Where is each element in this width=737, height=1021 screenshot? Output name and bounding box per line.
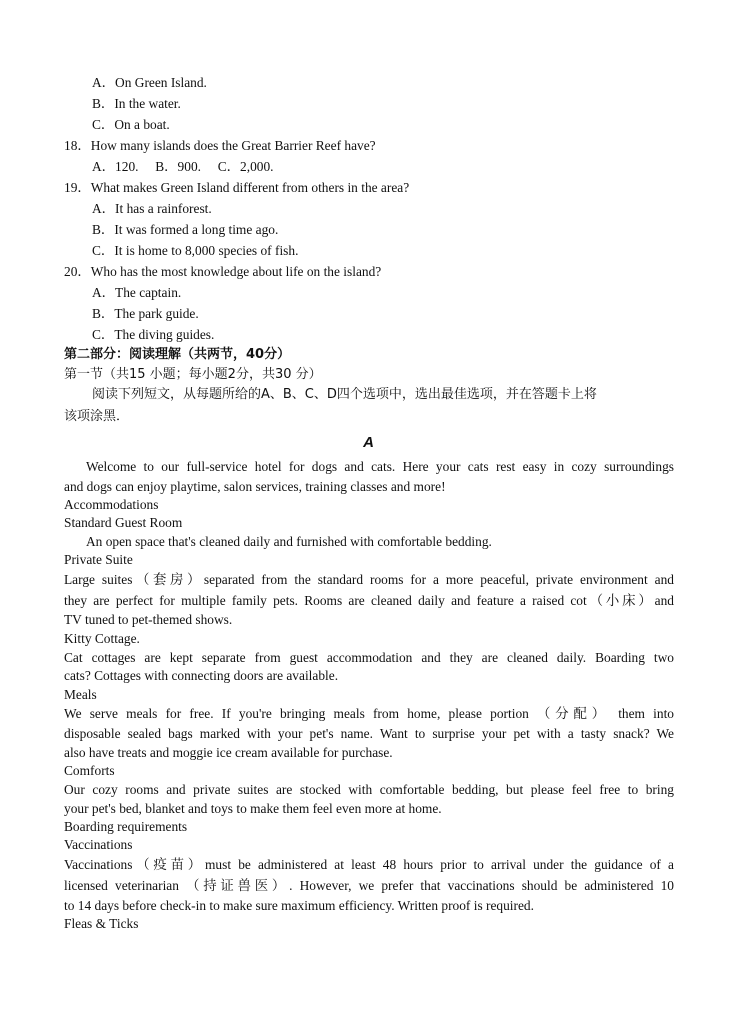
- heading-vaccinations: Vaccinations: [64, 837, 133, 852]
- q17-option-b: B．In the water.: [92, 96, 181, 111]
- passage-intro-line-1: Welcome to our full-service hotel for dogs and cats. Here your cats rest easy in cozy surroundings: [86, 459, 674, 474]
- vaccinations-line-3: to 14 days before check-in to make sure maximum efficiency. Written proof is required.: [64, 898, 534, 913]
- heading-meals: Meals: [64, 687, 97, 702]
- instruction-line-2: 该项涂黑．: [64, 409, 130, 424]
- q17-option-c: C．On a boat.: [92, 117, 170, 132]
- vaccinations-line-1: Vaccinations（疫苗）must be administered at least 48 hours prior to arrival under the guidance of a: [64, 857, 674, 872]
- kitty-cottage-line-2: cats? Cottages with connecting doors are available.: [64, 668, 339, 683]
- passage-letter-heading: A: [363, 434, 374, 451]
- kitty-cottage-line-1: Cat cottages are kept separate from guest accommodation and they are cleaned daily. Boarding two: [64, 650, 674, 665]
- q19-option-b: B．It was formed a long time ago.: [92, 222, 279, 237]
- private-suite-line-1: Large suites（套房）separated from the standard rooms for a more peaceful, private environment and: [64, 572, 674, 587]
- meals-line-3: also have treats and moggie ice cream available for purchase.: [64, 745, 393, 760]
- q19-stem: 19．What makes Green Island different from others in the area?: [64, 180, 410, 195]
- q20-option-b: B．The park guide.: [92, 306, 199, 321]
- heading-comforts: Comforts: [64, 763, 115, 778]
- private-suite-line-2: they are perfect for multiple family pets. Rooms are cleaned daily and feature a raised cot（小床）and: [64, 593, 674, 608]
- q20-stem: 20．Who has the most knowledge about life on the island?: [64, 264, 382, 279]
- part-two-title: 第二部分：阅读理解（共两节，40分）: [64, 347, 291, 362]
- q18-stem: 18．How many islands does the Great Barrier Reef have?: [64, 138, 376, 153]
- heading-private-suite: Private Suite: [64, 552, 133, 567]
- heading-kitty-cottage: Kitty Cottage.: [64, 631, 140, 646]
- comforts-line-2: your pet's bed, blanket and toys to make them feel even more at home.: [64, 801, 442, 816]
- heading-boarding-requirements: Boarding requirements: [64, 819, 188, 834]
- q20-option-c: C．The diving guides.: [92, 327, 215, 342]
- q19-option-c: C．It is home to 8,000 species of fish.: [92, 243, 299, 258]
- q17-option-a: A．On Green Island.: [92, 75, 207, 90]
- meals-line-2: disposable sealed bags marked with your pet's name. Want to surprise your pet with a tasty snack? We: [64, 726, 674, 741]
- heading-standard-room: Standard Guest Room: [64, 515, 183, 530]
- comforts-line-1: Our cozy rooms and private suites are stocked with comfortable bedding, but please feel free to bring: [64, 782, 674, 797]
- q18-options: A．120. B．900. C．2,000.: [92, 159, 274, 174]
- private-suite-line-3: TV tuned to pet-themed shows.: [64, 612, 233, 627]
- vaccinations-line-2: licensed veterinarian （持证兽医）. However, we prefer that vaccinations should be administered 10: [64, 878, 674, 893]
- q19-option-a: A．It has a rainforest.: [92, 201, 212, 216]
- instruction-line-1: 阅读下列短文，从每题所给的A、B、C、D四个选项中，选出最佳选项，并在答题卡上将: [92, 387, 597, 402]
- heading-fleas-ticks: Fleas & Ticks: [64, 916, 139, 931]
- section-one-title: 第一节（共15 小题；每小题2分，共30 分）: [64, 367, 322, 382]
- standard-room-text: An open space that's cleaned daily and furnished with comfortable bedding.: [86, 534, 492, 549]
- heading-accommodations: Accommodations: [64, 497, 159, 512]
- q20-option-a: A．The captain.: [92, 285, 182, 300]
- meals-line-1: We serve meals for free. If you're bringing meals from home, please portion （分配） them into: [64, 706, 674, 721]
- passage-intro-line-2: and dogs can enjoy playtime, salon services, training classes and more!: [64, 479, 446, 494]
